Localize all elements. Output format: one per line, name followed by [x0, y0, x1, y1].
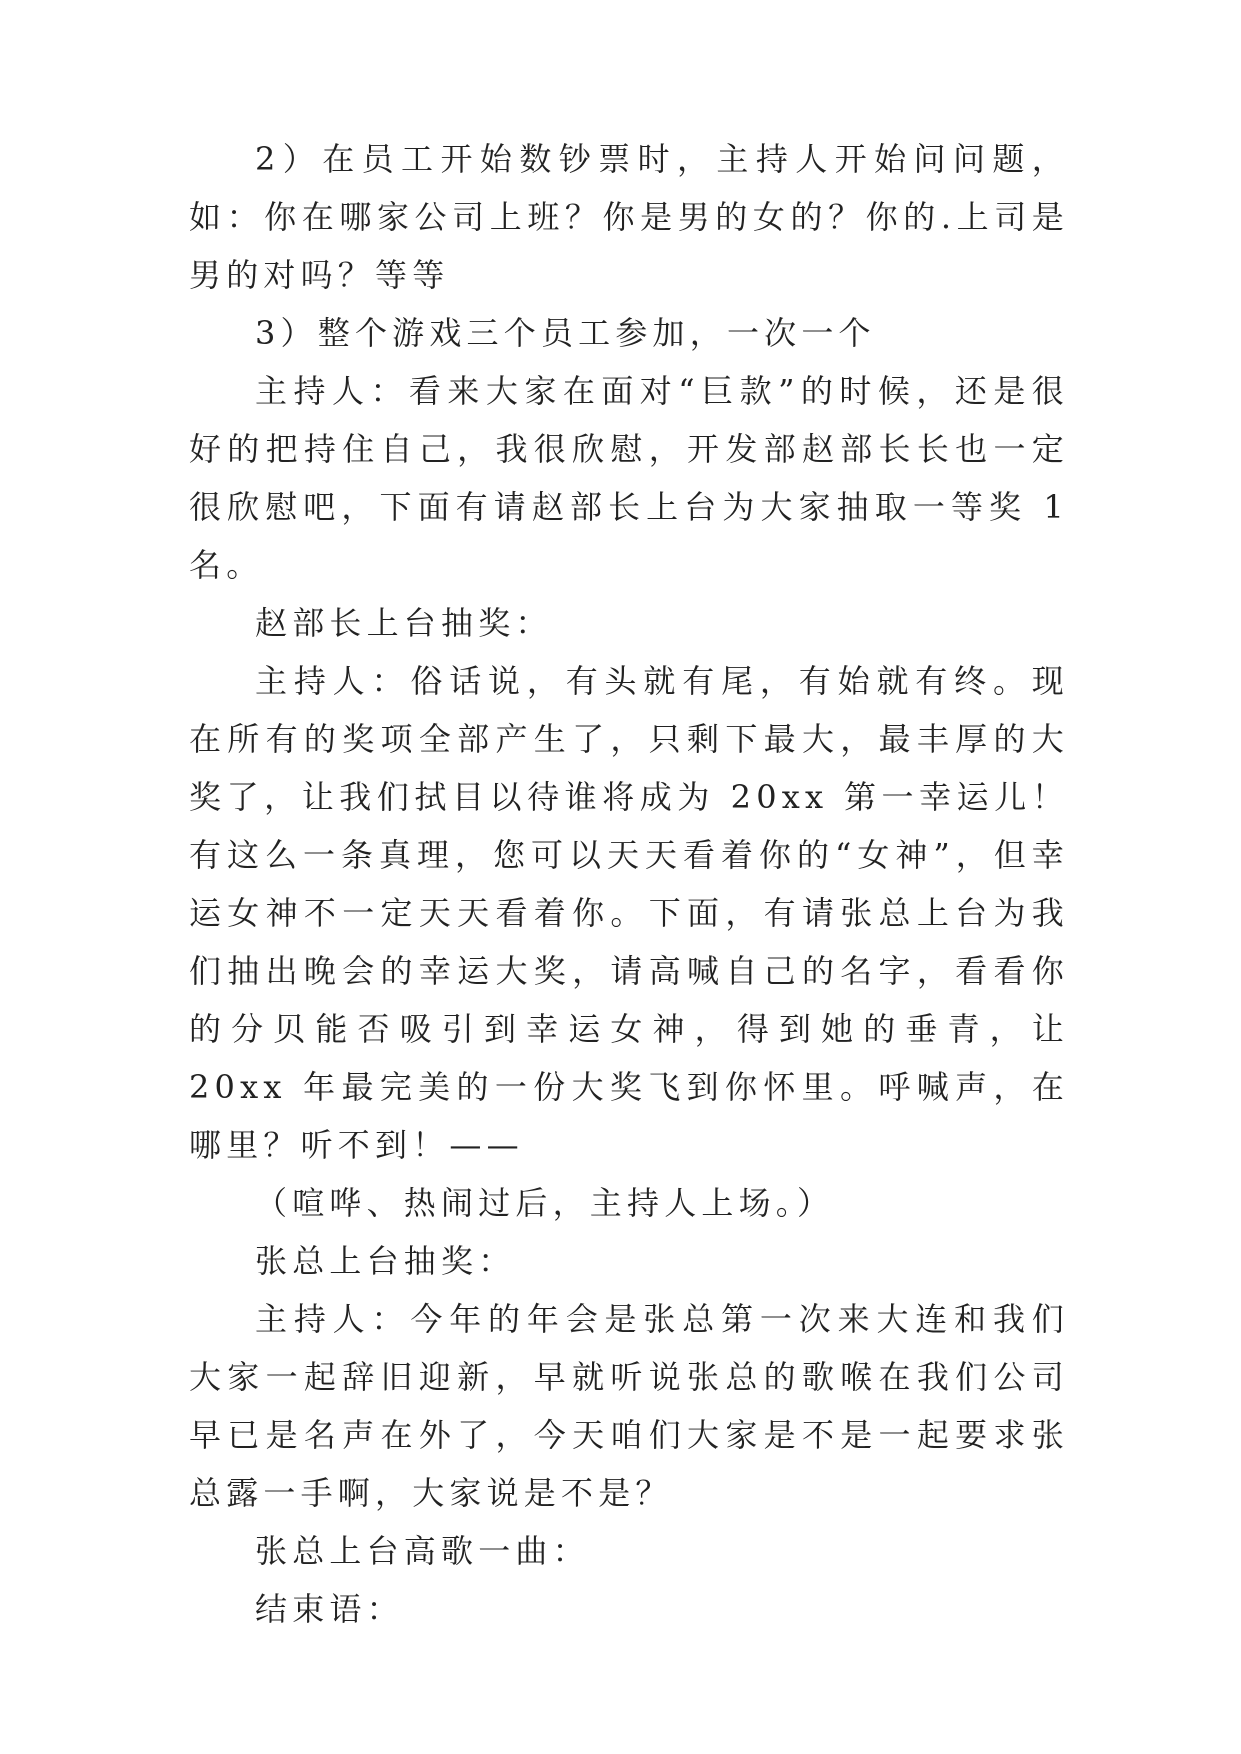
paragraph-zhang-song: 张总上台高歌一曲：: [255, 1532, 590, 1570]
paragraph-game-rule-3: 3）整个游戏三个员工参加，一次一个: [255, 314, 876, 352]
paragraph-host-first-prize: 主持人：看来大家在面对“巨款”的时候，还是很好的把持住自己，我很欣慰，开发部赵部长长也一定很欣慰吧，下面有请赵部长上台为大家抽取一等奖 1 名。: [189, 372, 1069, 584]
document-page: [189, 130, 1069, 1638]
paragraph-host-song-request: 主持人：今年的年会是张总第一次来大连和我们大家一起辞旧迎新，早就听说张总的歌喉在我们公司早已是名声在外了，今天咱们大家是不是一起要求张总露一手啊，大家说是不是？: [189, 1300, 1069, 1512]
paragraph-zhang-draw: 张总上台抽奖：: [255, 1242, 516, 1280]
paragraph-stage-direction: （喧哗、热闹过后，主持人上场。）: [255, 1184, 835, 1222]
paragraph-closing: 结束语：: [255, 1590, 404, 1628]
paragraph-zhao-draw: 赵部长上台抽奖：: [255, 604, 553, 642]
paragraph-game-rule-2: 2）在员工开始数钞票时，主持人开始问问题，如：你在哪家公司上班？你是男的女的？你的.上司是男的对吗？等等: [189, 140, 1069, 294]
paragraph-host-grand-prize: 主持人：俗话说，有头就有尾，有始就有终。现在所有的奖项全部产生了，只剩下最大，最丰厚的大奖了，让我们拭目以待谁将成为 20xx 第一幸运儿！有这么一条真理，您可以天天看着你的“女神”，但幸运女神不一定天天看着你。下面，有请张总上台为我们抽出晚会的幸运大奖，请高喊自己的名字，看看你的分贝能否吸引到幸运女神，得到她的垂青，让 20xx 年最完美的一份大奖飞到你怀里。呼喊声，在哪里？听不到！——: [189, 662, 1069, 1164]
